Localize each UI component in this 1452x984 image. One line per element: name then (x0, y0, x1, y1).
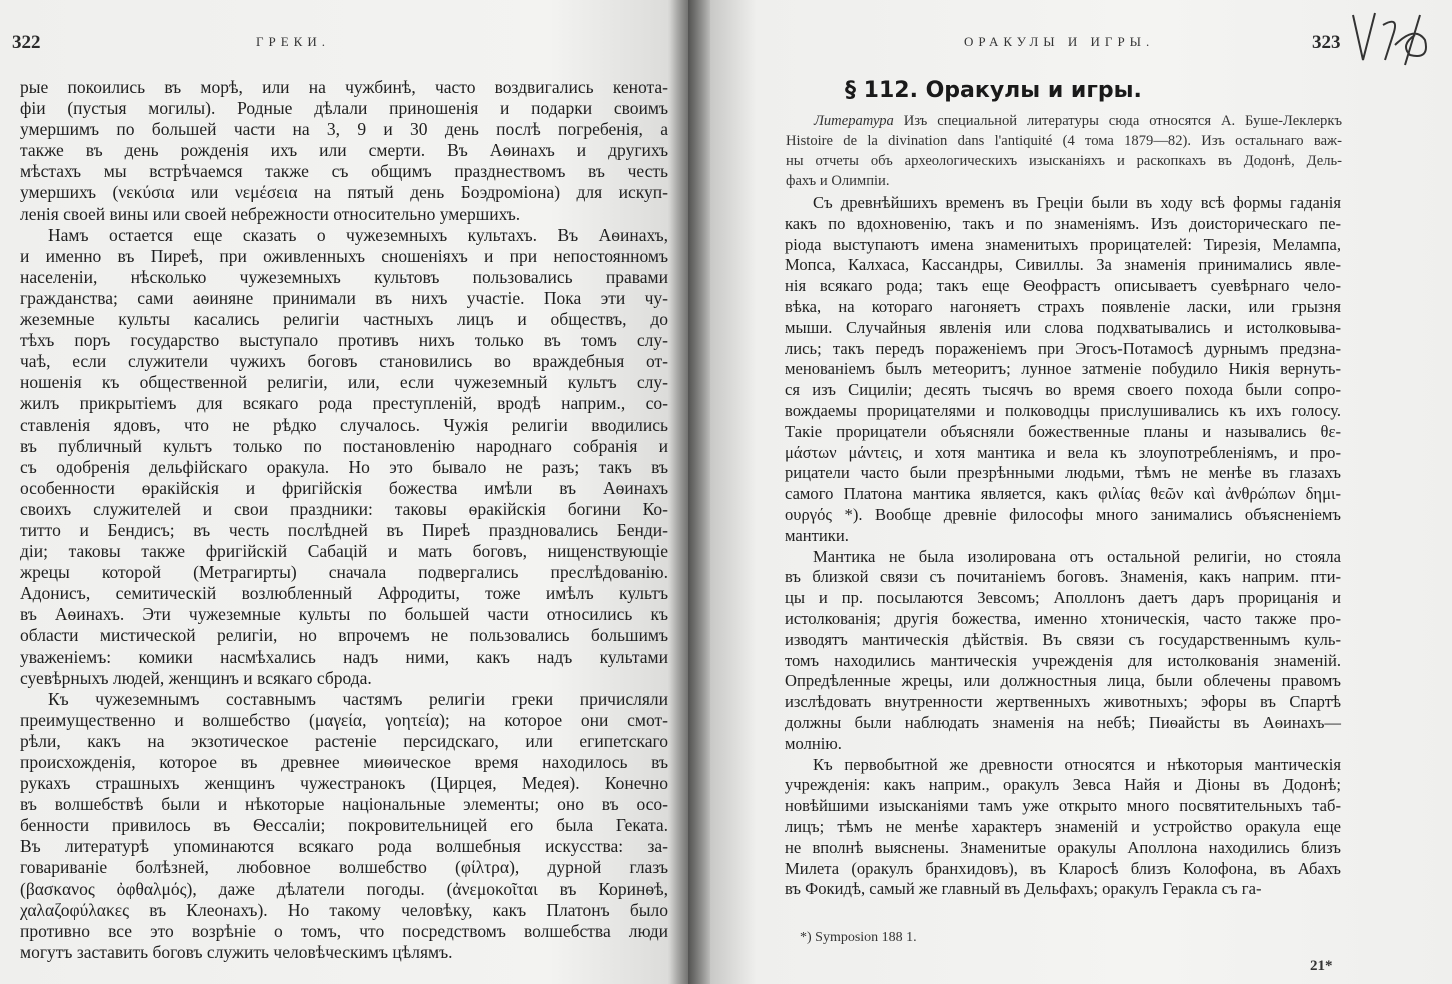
literature-line: Histoire de la divination dans l'antiquité (4 тома 1879—82). Изъ остальнаго важ- (786, 133, 1342, 149)
text-line: ся изъ Сициліи; десять тысячъ во время своего похода были сопро- (785, 380, 1341, 400)
text-line: могутъ заставить боговъ служить человѣческимъ цѣлямъ. (20, 941, 453, 962)
text-line: рукахъ страшныхъ женщинъ чужестранокъ (Цирцея, Медея). Конечно (20, 773, 668, 794)
text-line: жеземные культы касались религіи частныхъ лицъ и обществъ, до (20, 309, 668, 330)
page-number: 322 (12, 32, 41, 53)
text-line: умершимъ по большей части на 3, 9 и 30 день послѣ погребенія, а (20, 119, 668, 140)
literature-lead: Литература (814, 113, 894, 129)
section-heading: § 112. Оракулы и игры. (845, 78, 1142, 103)
text-line: гражданства; сами аѳиняне принимали въ нихъ участіе. Пока эти чу- (20, 287, 668, 308)
text-line: Такіе прорицатели объясняли божественные планы и назывались θε- (785, 421, 1341, 441)
text-line: ленія своей вины или своей небрежности относительно умершихъ. (20, 203, 521, 224)
text-line: титто и Бендисъ; въ честь послѣдней въ Пиреѣ праздновались Бенди- (20, 519, 668, 540)
text-line: не вполнѣ выяснены. Знаменитые оракулы Аполлона находились близъ (785, 837, 1341, 857)
text-line: истолкованія; другія божества, именно хтоническія, часто также про- (785, 608, 1341, 628)
text-line: Опредѣленные жрецы, или должностныя лица, были облечены правомъ (785, 671, 1341, 691)
text-line: Къ чужеземнымъ составнымъ частямъ религіи греки причисляли (48, 688, 668, 709)
text-line: μάστων μάντεις, и хотя мантика и вела къ злоупотребленіямъ, и про- (785, 442, 1341, 462)
text-line: Къ первобытной же древности относятся и нѣкоторыя мантическія (813, 754, 1341, 774)
text-line: фіи (пустыя могилы). Родные дѣлали приношенія и подарки своимъ (20, 98, 668, 119)
text-line: особенности ѳракійскія и фригійскія божества имѣли въ Аѳинахъ (20, 477, 668, 498)
text-line: въ Фокидѣ, самый же главный въ Дельфахъ; оракулъ Геракла съ га- (785, 879, 1262, 899)
text-line: вѣка, на котораго нагоняетъ страхъ появленіе ласки, или грызня (785, 296, 1341, 316)
text-line: мантики. (785, 525, 849, 545)
literature-text: Изъ специальной литературы сюда относятся А. Буше-Леклеркъ (903, 113, 1342, 129)
text-line: суевѣрныхъ людей, женщинъ и всякаго сброда. (20, 667, 372, 688)
text-line: Съ древнѣйшихъ временъ въ Греціи были въ ходу всѣ формы гаданія (813, 193, 1341, 212)
text-line: съ одобренія дельфійскаго оракула. Но это бывало не разъ; такъ въ (20, 456, 668, 477)
text-line: жрецы которой (Метрагирты) сначала подвергались преслѣдованію. (20, 562, 668, 583)
text-line: самого Платона мантика является, какъ φιλίας θεῶν καὶ ἀνθρώπων δημι- (785, 484, 1341, 504)
text-line: лицъ; тѣмъ не менѣе характеръ знаменій и устройство оракула еще (785, 816, 1341, 836)
text-line: (βασκανος ὀφθαλμός), даже дѣлатели погоды. (ἀνεμοκοῖται въ Коринѳѣ, (20, 878, 668, 899)
literature-note (786, 111, 1342, 191)
text-line: Въ литературѣ упоминаются всякаго рода волшебныя искусства: за- (20, 836, 668, 857)
text-line: ουργός *). Вообще древніе философы много занимались объясненіемъ (785, 504, 1341, 524)
text-line: въ публичный культъ только по постановленію народнаго собранія и (20, 435, 668, 456)
text-line: также въ день рожденія ихъ или смерти. Въ Аѳинахъ и другихъ (20, 140, 668, 161)
text-line: чаѣ, если служители чужихъ боговъ становились во враждебныя от- (20, 351, 668, 372)
text-line: менованіемъ былъ метеоритъ; лунное затменіе побудило Никія вернуть- (785, 359, 1341, 379)
text-line: области мистической религіи, но впрочемъ не пользовались большимъ (20, 625, 668, 646)
literature-line (786, 111, 1342, 131)
footnote: *) Symposion 188 1. (800, 930, 917, 945)
book-gutter (670, 0, 710, 984)
text-line: ношенія къ общественной религіи, или, если чужеземный культъ слу- (20, 372, 668, 393)
text-line: населеніи, нѣсколько чужеземныхъ культовъ пользовались правами (20, 266, 668, 287)
text-line: какъ по вдохновенію, такъ и по знаменіямъ. Изъ доисторическаго пе- (785, 213, 1341, 233)
text-line: Намъ остается еще сказать о чужеземныхъ культахъ. Въ Аѳинахъ, (48, 224, 668, 245)
text-line: учрежденія: какъ наприм., оракулъ Зевса Найя и Діоны въ Додонѣ; (785, 775, 1341, 795)
text-line: Мопса, Калхаса, Кассандры, Сивиллы. За знаменія принимались явле- (785, 255, 1341, 275)
text-line: мѣстахъ мы встрѣчаемся также съ общимъ празднествомъ въ честь (20, 161, 668, 182)
text-line: Милета (оракулъ бранхидовъ), въ Кларосѣ близъ Колофона, въ Абахъ (785, 858, 1341, 878)
text-line: ріода выступаютъ имена знаменитыхъ прорицателей: Тирезія, Мелампа, (785, 234, 1341, 254)
text-line: Мантика не была изолирована отъ остальной религіи, но стояла (813, 546, 1341, 566)
text-line: своихъ служителей и свои праздники: таковы ѳракійскія богини Ко- (20, 498, 668, 519)
text-line: молнію. (785, 733, 842, 753)
text-line: χαλαζοφύλακες въ Клеонахъ). Но такому человѣку, какъ Платонъ было (20, 899, 668, 920)
text-line: нія всякаго рода; такъ еще Ѳеофрастъ описываетъ суевѣрнаго чело- (785, 276, 1341, 296)
text-line: новѣйшими изысканіями тамъ уже открыто много посвятительныхъ таб- (785, 796, 1341, 816)
text-line: цы и пр. посылаются Зевсомъ; Аполлонъ даетъ даръ прорицанія и (785, 588, 1341, 608)
text-line: рицатели часто были презрѣнными людьми, тѣмъ не менѣе въ глазахъ (785, 463, 1341, 483)
text-line: происхожденія, которое въ древнее миѳическое время находилось въ (20, 752, 668, 772)
text-line: преимущественно и волшебство (μαγεία, γοητεία); на которое они смот- (20, 709, 668, 730)
text-line: мыши. Случайныя явленія или слова подхватывались и истолковыва- (785, 317, 1341, 337)
text-line: Адонисъ, семитическій возлюбленный Афродиты, тоже имѣлъ культъ (20, 583, 668, 604)
text-line: жилъ прикрытіемъ для всякаго рода преступленій, вродѣ наприм., со- (20, 393, 668, 414)
literature-line: ны отчеты объ археологическихъ изысканіяхъ и раскопкахъ въ Додонѣ, Дель- (786, 153, 1342, 169)
text-line: ставленія ядовъ, что не рѣдко случалось. Чужія религіи вводились (20, 414, 668, 435)
text-line: противно все это возрѣніе о томъ, что посредствомъ волшебства люди (20, 920, 668, 941)
right-page-body (785, 193, 1341, 900)
page-number: 323 (1312, 32, 1341, 53)
left-page-body (20, 77, 668, 963)
running-head: ГРЕКИ. (256, 34, 330, 49)
text-line: уваженіемъ: комики насмѣхались надъ ними, какъ надъ культами (20, 646, 668, 667)
text-line: въ Аѳинахъ. Эти чужеземные культы по большей части относились къ (20, 604, 668, 625)
text-line: лись; такъ передъ пораженіемъ при Эгосъ-Потамосѣ дурнымъ предзна- (785, 338, 1341, 358)
handwritten-mark-icon (1345, 5, 1445, 75)
text-line: діи; таковы также фригійскій Сабацій и мать боговъ, нищенствующіе (20, 541, 668, 562)
text-line: изслѣдовать внутренности жертвенныхъ животныхъ; эфоры въ Спартѣ (785, 692, 1341, 712)
text-line: должны были наблюдать знаменія на небѣ; Пиѳайсты въ Аѳинахъ— (785, 712, 1341, 732)
text-line: тѣхъ поръ государство выступало противъ нихъ только въ томъ слу- (20, 330, 668, 351)
text-line: рые покоились въ морѣ, или на чужбинѣ, часто воздвигались кенота- (20, 77, 668, 97)
text-line: въ близкой связи съ почитаніемъ боговъ. Знаменія, какъ наприм. пти- (785, 567, 1341, 587)
running-head: ОРАКУЛЫ И ИГРЫ. (964, 34, 1155, 49)
literature-line: фахъ и Олимпіи. (786, 173, 890, 189)
text-line: и именно въ Пиреѣ, при оживленныхъ сношеніяхъ и при непостоянномъ (20, 245, 668, 266)
text-line: бенности привилось въ Ѳессаліи; покровительницей его была Геката. (20, 815, 668, 836)
text-line: рѣли, какъ на экзотическое растеніе персидскаго, или египетскаго (20, 730, 668, 751)
text-line: томъ находились мантическія учрежденія для истолкованія знаменій. (785, 650, 1341, 670)
text-line: изводятъ мантическія дѣйствія. Въ связи съ государственнымъ куль- (785, 629, 1341, 649)
signature-mark: 21* (1310, 958, 1333, 974)
text-line: говариваніе болѣзней, любовное волшебство (φίλτρα), дурной глазъ (20, 857, 668, 878)
text-line: вождаемы прорицателями и полководцы прислушивались къ ихъ голосу. (785, 400, 1341, 420)
text-line: въ волшебствѣ были и нѣкоторые національные элементы; оно въ осо- (20, 794, 668, 815)
text-line: умершихъ (νεκύσια или νεμέσεια на пятый день Боэдроміона) для искуп- (20, 182, 668, 203)
